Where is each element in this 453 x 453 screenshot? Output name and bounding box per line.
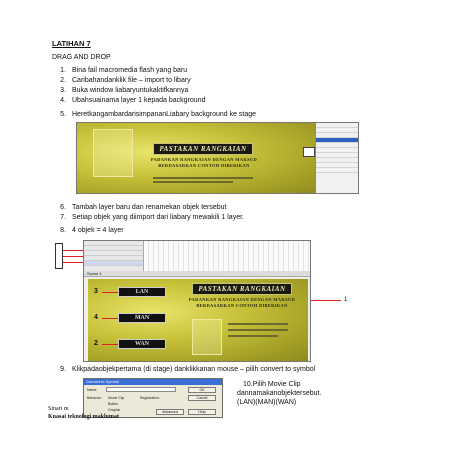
radio-graphic[interactable]: Graphic xyxy=(108,408,121,412)
drag-cursor-icon xyxy=(303,147,315,157)
stage-background xyxy=(77,123,315,194)
advanced-button[interactable]: Advanced xyxy=(156,409,184,415)
stage-divider xyxy=(153,177,253,179)
marker-line xyxy=(102,292,118,293)
marker-line xyxy=(102,344,118,345)
stage-banner: PASTAKAN RANGKAIAN xyxy=(153,143,253,155)
stage-background xyxy=(88,279,308,361)
list-item: 5. HeretkangambardarisimpananLiabary background ke stage xyxy=(60,111,257,118)
section-subtitle: DRAG AND DROP xyxy=(52,54,111,61)
marker-line xyxy=(102,318,118,319)
help-button[interactable]: Help xyxy=(188,409,216,415)
timeline-panel[interactable] xyxy=(84,241,311,271)
list-item: 1. Bina fail macromedia flash yang baru xyxy=(60,67,188,74)
step-10-line-3: (LAN)(MAN)(WAN) xyxy=(237,399,297,406)
marker-number: 1 xyxy=(344,297,348,303)
stage-screenshot-1 xyxy=(76,122,359,194)
symbol-name-field[interactable] xyxy=(106,387,176,392)
footer-line-2: Kuasai teknologi maklumat xyxy=(48,414,120,420)
stage-instruction: PADANKAN RANGKAIAN DENGAN MAKSUD BERDASARKAN CONTOH DIBERIKAN xyxy=(188,297,296,308)
list-item: 7. Setiap objek yang diimport dari liabary mewakili 1 layer. xyxy=(60,214,244,221)
stage-divider xyxy=(228,323,288,325)
library-item[interactable] xyxy=(316,168,359,173)
stage-screenshot-2 xyxy=(83,240,311,362)
marker-line xyxy=(63,256,83,257)
list-item: 2. Caribahandanklik file – import to libary xyxy=(60,77,191,84)
library-panel[interactable] xyxy=(315,123,359,194)
list-item: 8. 4 objek = 4 layer xyxy=(60,227,124,234)
stage-instruction: PADANKAN RANGKAIAN DENGAN MAKSUD BERDASARKAN CONTOH DIBERIKAN xyxy=(150,157,258,168)
layer-row-selected[interactable] xyxy=(84,261,143,266)
radio-button[interactable]: Button xyxy=(108,402,119,406)
layer-list[interactable] xyxy=(84,241,144,271)
footer-line-1: Sinari m xyxy=(48,406,69,412)
frame-grid[interactable] xyxy=(144,241,311,271)
draggable-object-lan[interactable]: LAN xyxy=(118,287,166,297)
layer-count-box xyxy=(55,243,63,269)
stage-divider xyxy=(228,335,278,337)
radio-movie-clip[interactable]: Movie Clip xyxy=(108,396,125,400)
registration-label: Registration: xyxy=(140,396,160,400)
step-10-line-1: 10.Pilih Movie Clip xyxy=(243,381,301,388)
marker-line xyxy=(63,262,83,263)
cancel-button[interactable]: Cancel xyxy=(188,395,216,401)
marker-line xyxy=(311,300,341,301)
list-item: 4. Ubahsuainama layer 1 kepada background xyxy=(60,97,206,104)
stage-banner: PASTAKAN RANGKAIAN xyxy=(192,283,292,295)
step-10-line-2: dannamakanobjektersebut. xyxy=(237,390,322,397)
name-label: Name: xyxy=(87,388,98,392)
draggable-object-wan[interactable]: WAN xyxy=(118,339,166,349)
stage-divider xyxy=(228,329,288,331)
list-item: 6. Tambah layer baru dan renamekan objek tersebut xyxy=(60,204,227,211)
stage-frame xyxy=(93,129,133,177)
stage-frame xyxy=(192,319,222,355)
list-item: 9. Klikpadaobjekpertama (di stage) danklikkanan mouse – pilih convert to symbol xyxy=(60,366,316,373)
ok-button[interactable]: OK xyxy=(188,387,216,393)
list-item: 3. Buka window liabaryuntukaktifkannya xyxy=(60,87,189,94)
draggable-object-man[interactable]: MAN xyxy=(118,313,166,323)
dialog-title: Convert to Symbol xyxy=(84,379,222,385)
scene-bar: Scene 1 xyxy=(84,271,311,277)
marker-number: 3 xyxy=(94,288,98,295)
marker-line xyxy=(63,250,83,251)
marker-number: 2 xyxy=(94,340,98,347)
page-title: LATIHAN 7 xyxy=(52,39,91,48)
stage-divider xyxy=(153,181,233,183)
marker-number: 4 xyxy=(94,314,98,321)
behavior-label: Behavior: xyxy=(87,396,102,400)
convert-to-symbol-dialog[interactable] xyxy=(83,378,223,418)
